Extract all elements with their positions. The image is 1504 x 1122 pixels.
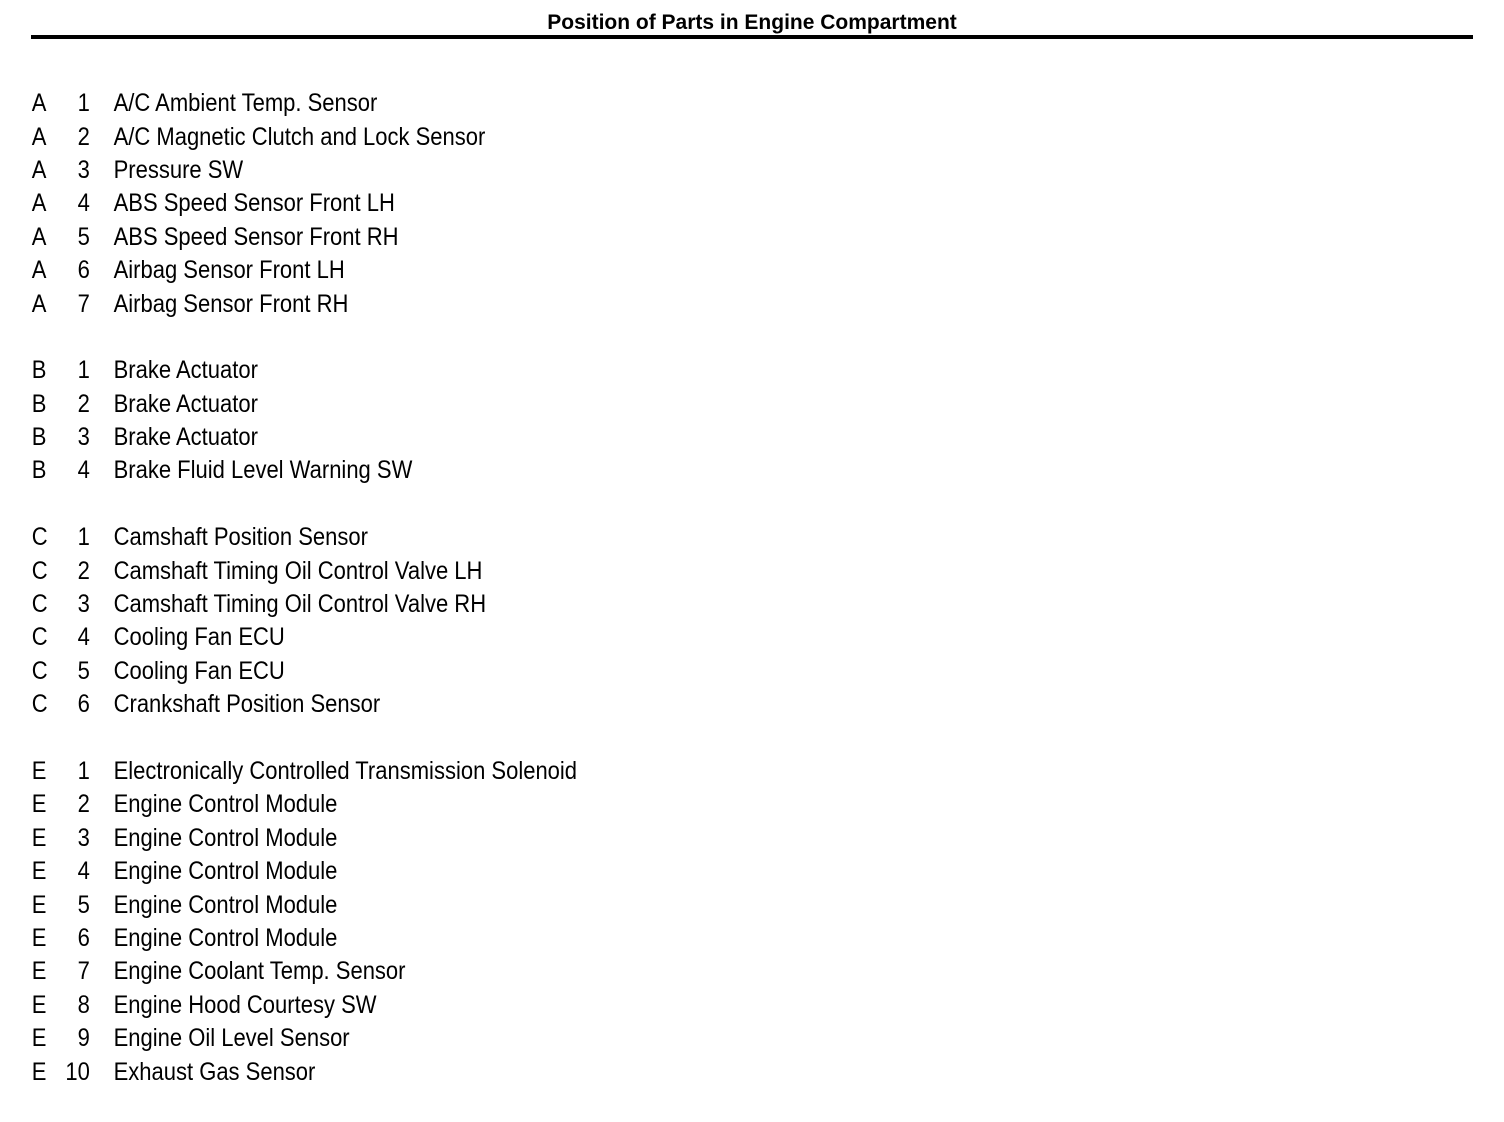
part-row	[30, 822, 822, 855]
part-name: Cooling Fan ECU	[113, 623, 285, 652]
part-row	[30, 621, 822, 654]
part-letter: B	[31, 423, 47, 452]
part-row	[30, 221, 822, 254]
part-name: Camshaft Timing Oil Control Valve LH	[113, 556, 483, 585]
part-name: Exhaust Gas Sensor	[113, 1057, 316, 1086]
part-name: Engine Control Module	[113, 890, 338, 919]
part-row	[30, 154, 822, 187]
part-row	[30, 421, 822, 454]
part-number: 6	[77, 923, 90, 952]
part-letter: C	[31, 556, 48, 585]
part-row	[30, 888, 822, 921]
part-number: 6	[77, 256, 90, 285]
part-letter: B	[31, 389, 47, 418]
part-letter: E	[31, 923, 47, 952]
part-number: 4	[77, 189, 90, 218]
part-letter: C	[31, 656, 48, 685]
part-letter: E	[31, 757, 47, 785]
part-number: 1	[77, 523, 90, 552]
parts-group-b	[30, 354, 930, 488]
part-number: 2	[77, 389, 90, 418]
part-number: 3	[77, 823, 90, 852]
part-name: ABS Speed Sensor Front RH	[113, 222, 399, 251]
part-number: 6	[77, 690, 90, 719]
part-letter: E	[31, 823, 47, 852]
part-name: Brake Actuator	[113, 423, 258, 452]
part-row	[30, 254, 822, 287]
part-name: Camshaft Timing Oil Control Valve RH	[113, 590, 487, 619]
part-number: 9	[77, 1024, 90, 1053]
part-letter: C	[31, 690, 48, 719]
part-row	[30, 955, 822, 988]
part-name: ABS Speed Sensor Front LH	[113, 189, 395, 218]
part-name: Pressure SW	[113, 155, 244, 184]
part-row	[30, 554, 822, 587]
part-letter: E	[31, 957, 47, 986]
part-number: 4	[77, 456, 90, 485]
part-row	[30, 688, 822, 721]
title-rule	[31, 35, 1473, 39]
part-name: A/C Magnetic Clutch and Lock Sensor	[113, 122, 486, 151]
part-letter: E	[31, 1057, 47, 1086]
part-letter: A	[31, 155, 47, 184]
part-row	[30, 187, 822, 220]
part-letter: C	[31, 523, 48, 552]
part-letter: A	[31, 222, 47, 251]
part-row	[30, 989, 822, 1022]
part-row	[30, 655, 822, 688]
part-number: 4	[77, 623, 90, 652]
part-number: 5	[77, 222, 90, 251]
part-number: 3	[77, 423, 90, 452]
part-row	[30, 354, 822, 387]
part-name: Engine Control Module	[113, 857, 338, 886]
part-letter: A	[31, 122, 47, 151]
part-letter: E	[31, 890, 47, 919]
part-letter: E	[31, 990, 47, 1019]
part-row	[30, 120, 822, 153]
part-name: Camshaft Position Sensor	[113, 523, 368, 552]
part-row	[30, 755, 822, 788]
part-row	[30, 87, 822, 120]
part-number: 5	[77, 656, 90, 685]
parts-list	[30, 87, 930, 1122]
parts-group-c	[30, 521, 930, 721]
part-letter: A	[31, 289, 47, 318]
part-name: Engine Control Module	[113, 823, 338, 852]
part-row	[30, 388, 822, 421]
part-name: Airbag Sensor Front LH	[113, 256, 345, 285]
part-number: 3	[77, 590, 90, 619]
part-number: 5	[77, 890, 90, 919]
parts-group-a	[30, 87, 930, 321]
part-letter: C	[31, 590, 48, 619]
part-name: Engine Coolant Temp. Sensor	[113, 957, 406, 986]
part-name: Engine Control Module	[113, 923, 338, 952]
part-name: Brake Actuator	[113, 389, 258, 418]
part-name: Cooling Fan ECU	[113, 656, 285, 685]
part-number: 2	[77, 556, 90, 585]
part-number: 10	[65, 1057, 90, 1086]
part-letter: E	[31, 790, 47, 819]
part-name: Engine Hood Courtesy SW	[113, 990, 377, 1019]
part-name: Brake Fluid Level Warning SW	[113, 456, 413, 485]
part-number: 1	[77, 356, 90, 385]
part-letter: A	[31, 89, 47, 118]
part-number: 2	[77, 122, 90, 151]
part-number: 8	[77, 990, 90, 1019]
part-name: Airbag Sensor Front RH	[113, 289, 349, 318]
part-letter: B	[31, 456, 47, 485]
part-name: Electronically Controlled Transmission Solenoid	[113, 757, 578, 785]
part-number: 7	[77, 957, 90, 986]
part-row	[30, 788, 822, 821]
part-letter: B	[31, 356, 47, 385]
part-letter: E	[31, 857, 47, 886]
part-row	[30, 1022, 822, 1055]
part-row	[30, 588, 822, 621]
part-number: 4	[77, 857, 90, 886]
parts-group-e	[30, 755, 930, 1089]
part-name: A/C Ambient Temp. Sensor	[113, 89, 378, 118]
part-row	[30, 287, 822, 320]
part-name: Engine Control Module	[113, 790, 338, 819]
part-name: Crankshaft Position Sensor	[113, 690, 381, 719]
part-number: 2	[77, 790, 90, 819]
part-number: 1	[77, 757, 90, 785]
page-title: Position of Parts in Engine Compartment	[547, 11, 957, 34]
part-number: 3	[77, 155, 90, 184]
part-row	[30, 521, 822, 554]
part-letter: E	[31, 1024, 47, 1053]
part-row	[30, 1055, 822, 1088]
part-name: Brake Actuator	[113, 356, 258, 385]
part-row	[30, 855, 822, 888]
part-row	[30, 922, 822, 955]
part-number: 1	[77, 89, 90, 118]
part-row	[30, 454, 822, 487]
part-number: 7	[77, 289, 90, 318]
part-letter: A	[31, 189, 47, 218]
part-letter: C	[31, 623, 48, 652]
part-name: Engine Oil Level Sensor	[113, 1024, 350, 1053]
part-letter: A	[31, 256, 47, 285]
